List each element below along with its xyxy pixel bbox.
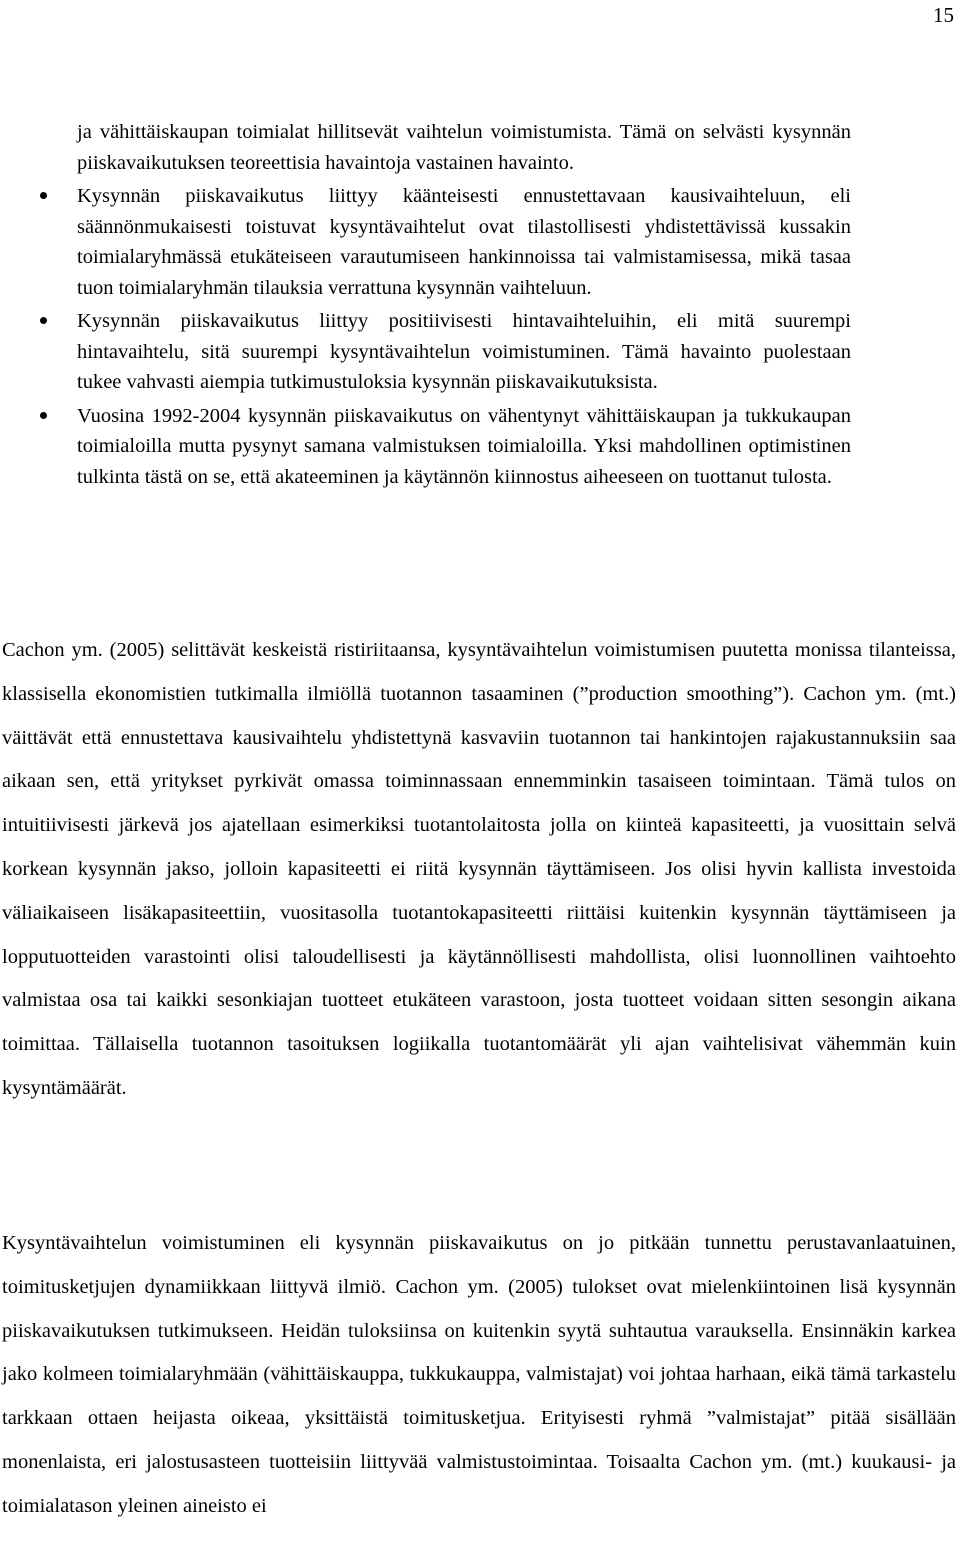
bullet-dot-icon	[40, 317, 47, 324]
page-number: 15	[933, 3, 954, 27]
bullet-item	[0, 401, 851, 493]
bullet-text: Kysynnän piiskavaikutus liittyy positiivisesti hintavaihteluihin, eli mitä suurempi hintavaihtelu, sitä suurempi kysyntävaihtelun voimistuminen. Tämä havainto puolestaan tukee vahvasti aiempia tutkimustuloksia kysynnän piiskavaikutuksista.	[77, 310, 851, 393]
bullet-text: ja vähittäiskaupan toimialat hillitsevät vaihtelun voimistumista. Tämä on selvästi kysynnän piiskavaikutuksen teoreettisia havaintoja vastainen havainto.	[77, 121, 851, 174]
bullet-dot-icon	[40, 192, 47, 199]
body-paragraph: Cachon ym. (2005) selittävät keskeistä ristiriitaansa, kysyntävaihtelun voimistumisen puutetta monissa tilanteissa, klassisella ekonomistien tutkimalla ilmiöllä tuotannon tasaaminen (”production smoothing”). Cachon ym. (mt.) väittävät että ennustettava kausivaihtelu yhdistettynä kasvaviin tuotannon tai hankintojen rajakustannuksiin saa aikaan sen, että yritykset pyrkivät omassa toiminnassaan ennemminkin tasaiseen toimintaan. Tämä tulos on intuitiivisesti järkevä jos ajatellaan esimerkiksi tuotantolaitosta jolla on kiinteä kapasiteetti, ja vuosittain selvä korkean kysynnän jakso, jolloin kapasiteetti ei riitä kysynnän täyttämiseen. Jos olisi hyvin kallista investoida väliaikaiseen lisäkapasiteettiin, vuositasolla tuotantokapasiteetti riittäisi kuitenkin kysynnän täyttämiseen ja lopputuotteiden varastointi olisi taloudellisesti ja käytännöllisesti mahdollista, olisi luonnollinen vaihtoehto valmistaa osa tai kaikki sesonkiajan tuotteet etukäteen varastoon, josta tuotteet voidaan sitten sesongin aikana toimittaa. Tällaisella tuotannon tasoituksen logiikalla tuotantomäärät yli ajan vaihtelisivat vähemmän kuin kysyntämäärät.	[2, 639, 956, 1099]
bullet-item-continued	[0, 117, 851, 178]
bullet-item	[0, 306, 851, 398]
body-paragraph: Kysyntävaihtelun voimistuminen eli kysynnän piiskavaikutus on jo pitkään tunnettu perustavanlaatuinen, toimitusketjujen dynamiikkaan liittyvä ilmiö. Cachon ym. (2005) tulokset ovat mielenkiintoinen lisä kysynnän piiskavaikutuksen tutkimukseen. Heidän tuloksiinsa on kuitenkin syytä suhtautua varauksella. Ensinnäkin karkea jako kolmeen toimialaryhmään (vähittäiskauppa, tukkukauppa, valmistajat) voi johtaa harhaan, eikä tämä tarkastelu tarkkaan ottaen heijasta oikeaa, yksittäistä toimitusketjua. Erityisesti ryhmä ”valmistajat” pitää sisällään monenlaista, eri jalostusasteen tuotteisiin liittyvää valmistustoimintaa. Toisaalta Cachon ym. (mt.) kuukausi- ja toimialatason yleinen aineisto ei	[2, 1232, 956, 1517]
findings-bullet-list	[0, 117, 960, 492]
bullet-dot-icon	[40, 412, 47, 419]
bullet-text: Vuosina 1992-2004 kysynnän piiskavaikutus on vähentynyt vähittäiskaupan ja tukkukaupan toimialoilla mutta pysynyt samana valmistuksen toimialoilla. Yksi mahdollinen optimistinen tulkinta tästä on se, että akateeminen ja käytännön kiinnostus aiheeseen on tuottanut tulosta.	[77, 404, 851, 488]
bullet-item	[0, 181, 851, 303]
bullet-text: Kysynnän piiskavaikutus liittyy käänteisesti ennustettavaan kausivaihteluun, eli säännönmukaisesti toistuvat kysyntävaihtelut ovat tilastollisesti yhdistettävissä kussakin toimialaryhmässä etukäteiseen varautumiseen hankinnoissa tai valmistamisessa, mikä tasaa tuon toimialaryhmän tilauksia verrattuna kysynnän vaihteluun.	[77, 185, 851, 299]
